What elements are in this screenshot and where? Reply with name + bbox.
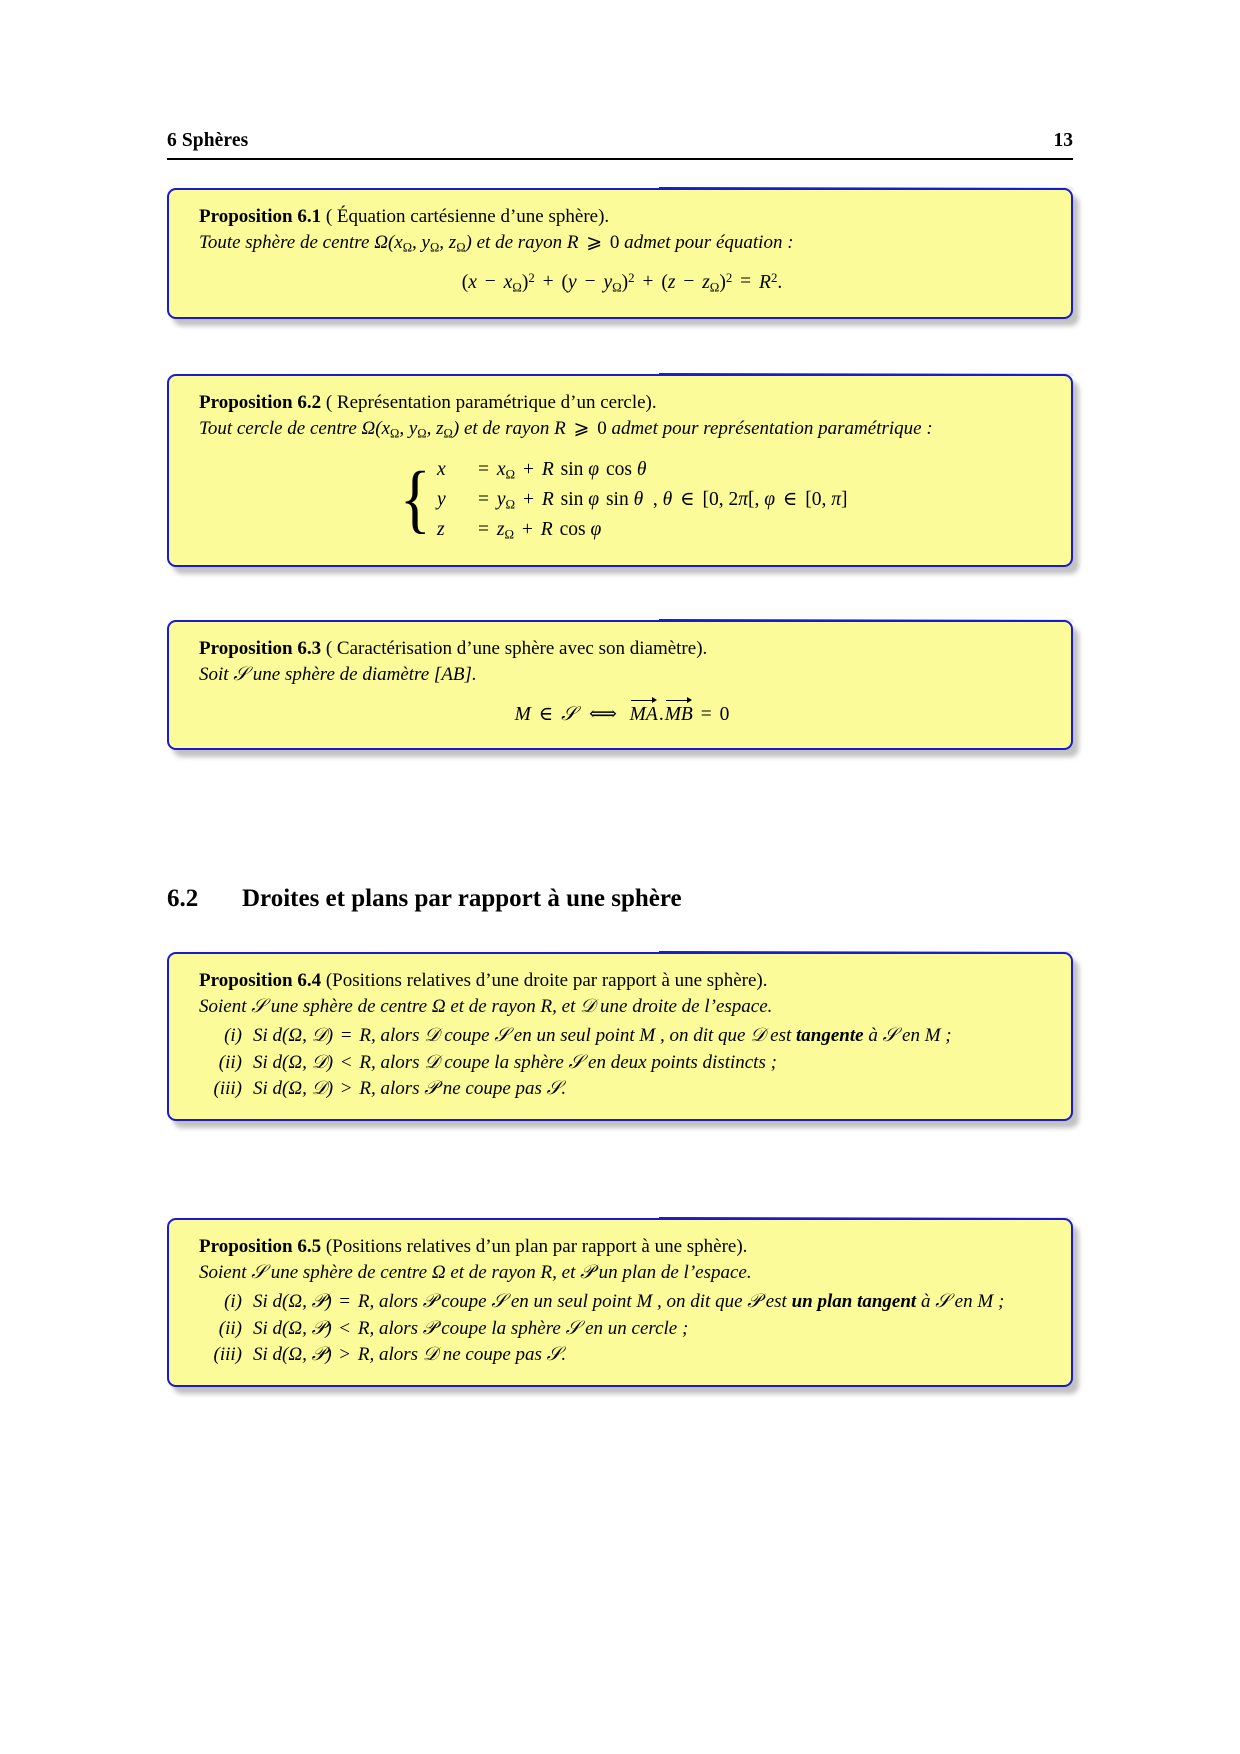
proposition-name-6-1: ( Équation cartésienne d’une sphère). (325, 206, 610, 227)
statement-middle: et de rayon (459, 418, 555, 440)
vector-ma: MA (629, 703, 658, 725)
proposition-statement-6-4: Soient 𝒮 une sphère de centre Ω et de rayon R, et 𝒟 une droite de l’espace. (199, 996, 773, 1018)
vector-mb: MB (664, 703, 693, 725)
proposition-system-6-2 (199, 455, 1045, 545)
proposition-statement-6-1: Toute sphère de centre $\Omega(x_\Omega$, $y_\Omega$, $z_\Omega$) et de rayon R ⩾ 0 admet pour équation : (199, 232, 794, 255)
system-brace: { (399, 456, 431, 541)
statement-middle: et de rayon (471, 232, 567, 254)
list-marker: (ii) (218, 1051, 242, 1073)
proposition-label-6-5: Proposition 6.5 (199, 1236, 322, 1257)
proposition-name-6-2: ( Représentation paramétrique d’un cercle). (325, 392, 657, 413)
system-row-z: z = $z_\Omega + R$ cos φ (436, 518, 602, 542)
proposition-label-6-1: Proposition 6.1 (199, 206, 322, 227)
statement-suffix: admet pour représentation paramétrique : (606, 418, 933, 440)
list-item (199, 1316, 1045, 1342)
proposition-statement-6-5: Soient 𝒮 une sphère de centre Ω et de rayon R, et 𝒫 un plan de l’espace. (199, 1262, 752, 1284)
list-marker: (iii) (213, 1344, 242, 1366)
statement-prefix: Tout cercle de centre (199, 418, 362, 440)
header-title: 6 Sphères (167, 130, 249, 151)
list-item (199, 1289, 1045, 1315)
list-item (199, 1023, 1045, 1049)
header-rule (167, 158, 1073, 160)
list-item (199, 1050, 1045, 1076)
proposition-box-6-5 (167, 1218, 1073, 1387)
proposition-name-6-4: (Positions relatives d’une droite par rapport à une sphère). (325, 970, 768, 991)
proposition-title-6-1 (199, 204, 1045, 229)
statement-suffix: admet pour équation : (619, 232, 794, 254)
list-marker: (ii) (218, 1317, 242, 1339)
proposition-list-6-5 (199, 1289, 1045, 1368)
system-row-x: x = $x_\Omega + R$ sin φ cos θ (436, 458, 647, 482)
proposition-name-6-3: ( Caractérisation d’une sphère avec son diamètre). (325, 638, 708, 659)
system-row-y: y = $y_\Omega + R$ sin φ sin θ , θ ∈ [0, 2π[, φ ∈ [0, π] (436, 488, 848, 512)
page-header (167, 130, 1073, 152)
proposition-title-6-2 (199, 390, 1045, 415)
proposition-title-6-5 (199, 1234, 1045, 1259)
proposition-box-6-3 (167, 620, 1073, 750)
proposition-label-6-3: Proposition 6.3 (199, 638, 322, 659)
list-item-text: Si d(Ω, 𝒫) = R, alors 𝒫 coupe 𝒮 en un seul point M , on dit que 𝒫 est un plan tangent à 𝒮 en M ; (253, 1290, 1005, 1312)
proposition-box-6-2 (167, 374, 1073, 567)
proposition-equation-6-3: M ∈ 𝒮 ⟺ MA.MB = 0 (514, 703, 730, 725)
proposition-label-6-4: Proposition 6.4 (199, 970, 322, 991)
proposition-statement-6-2: Tout cercle de centre $\Omega(x_\Omega$, $y_\Omega$, $z_\Omega$) et de rayon R ⩾ 0 admet pour représentation paramétrique : (199, 418, 933, 441)
page-number: 13 (1053, 130, 1073, 151)
bold-term: un plan tangent (791, 1290, 917, 1312)
list-item (199, 1342, 1045, 1368)
list-marker: (i) (224, 1024, 242, 1046)
bold-term: tangente (796, 1024, 864, 1046)
proposition-statement-6-3: Soit 𝒮 une sphère de diamètre [AB]. (199, 664, 477, 686)
section-number: 6.2 (167, 885, 199, 912)
proposition-title-6-3 (199, 636, 1045, 661)
proposition-box-6-1 (167, 188, 1073, 319)
list-item-text: Si d(Ω, 𝒟) < R, alors 𝒟 coupe la sphère 𝒮 en deux points distincts ; (253, 1051, 777, 1073)
list-item (199, 1076, 1045, 1102)
statement-prefix: Toute sphère de centre (199, 232, 375, 254)
proposition-equation-6-1: $(x - x_\Omega)^2 + (y - y_\Omega)^2 + (z - z_\Omega)^2 = R^2$. (461, 270, 783, 294)
section-title: Droites et plans par rapport à une sphère (242, 885, 682, 912)
list-item-text: Si d(Ω, 𝒫) < R, alors 𝒫 coupe la sphère 𝒮 en un cercle ; (253, 1317, 689, 1339)
list-item-text: Si d(Ω, 𝒟) = R, alors 𝒟 coupe 𝒮 en un seul point M , on dit que 𝒟 est tangente à 𝒮 en M ; (253, 1024, 952, 1046)
list-marker: (i) (224, 1290, 242, 1312)
list-item-text: Si d(Ω, 𝒟) > R, alors 𝒫 ne coupe pas 𝒮. (253, 1078, 567, 1100)
list-marker: (iii) (213, 1078, 242, 1100)
section-heading (167, 885, 682, 913)
proposition-label-6-2: Proposition 6.2 (199, 392, 322, 413)
list-item-text: Si d(Ω, 𝒫) > R, alors 𝒟 ne coupe pas 𝒮. (253, 1344, 567, 1366)
proposition-box-6-4 (167, 952, 1073, 1121)
proposition-list-6-4 (199, 1023, 1045, 1102)
proposition-title-6-4 (199, 968, 1045, 993)
proposition-name-6-5: (Positions relatives d’un plan par rapport à une sphère). (325, 1236, 748, 1257)
